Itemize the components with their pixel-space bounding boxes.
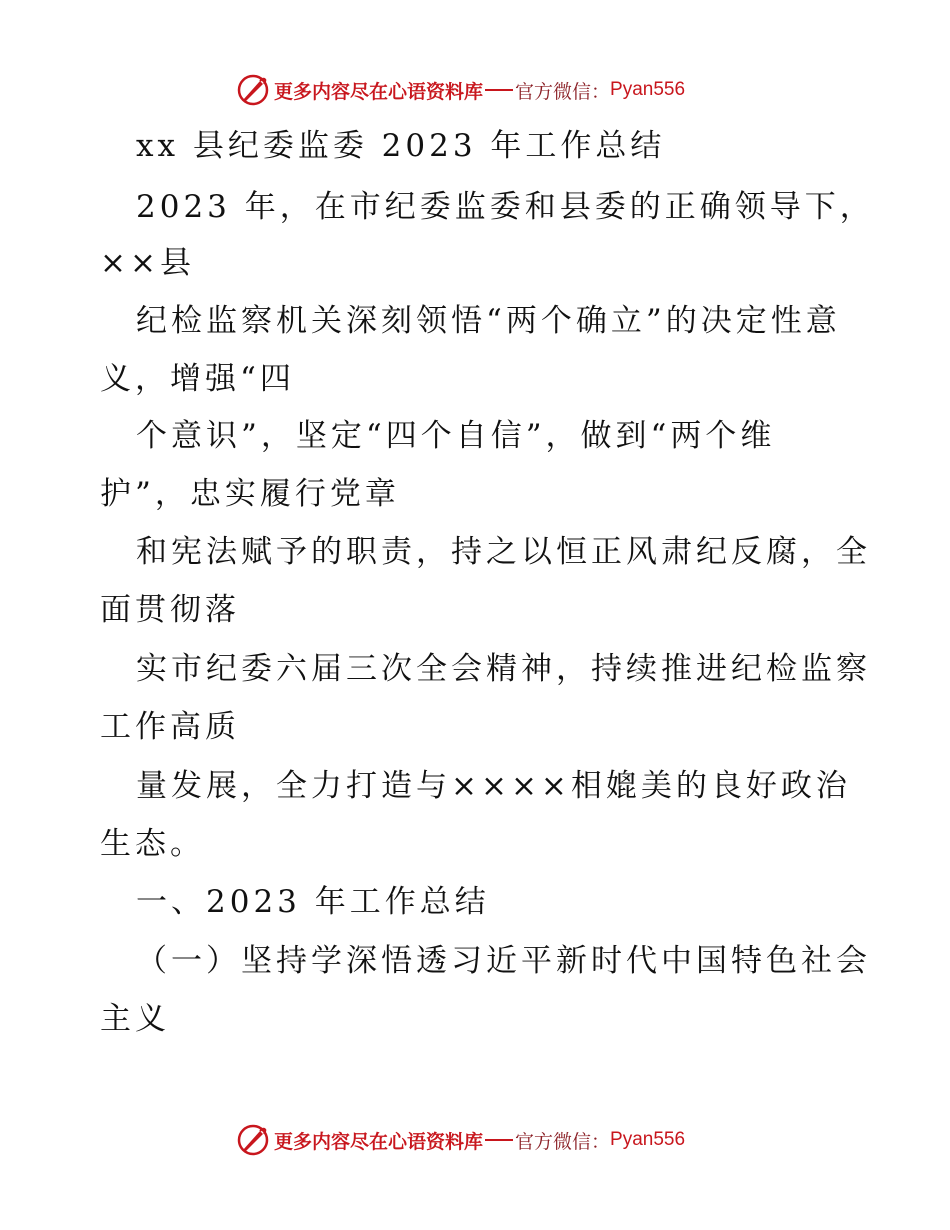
paragraph-line: 义，增强“四 (100, 361, 295, 397)
footer-watermark (236, 1122, 716, 1158)
paragraph-line: 面贯彻落 (100, 592, 240, 628)
document-title: xx 县纪委监委 2023 年工作总结 (136, 128, 666, 164)
watermark-separator (485, 89, 513, 91)
quill-logo-icon (236, 1123, 270, 1157)
watermark-text: 更多内容尽在心语资料库 (274, 1130, 484, 1153)
watermark-separator (485, 1139, 513, 1141)
watermark-contact-label: 官方微信： (515, 80, 611, 103)
header-watermark (236, 72, 716, 108)
subsection-heading: （一）坚持学深悟透习近平新时代中国特色社会 (136, 943, 871, 979)
paragraph-line: 纪检监察机关深刻领悟“两个确立”的决定性意 (136, 303, 841, 339)
watermark-text: 更多内容尽在心语资料库 (274, 80, 484, 103)
watermark-contact-label: 官方微信： (515, 1130, 611, 1153)
paragraph-line: 和宪法赋予的职责，持之以恒正风肃纪反腐，全 (136, 534, 871, 570)
paragraph-line: ××县 (100, 245, 195, 281)
watermark-contact-id: Pyan556 (610, 79, 686, 100)
paragraph-line: 个意识”，坚定“四个自信”，做到“两个维 (136, 418, 776, 454)
watermark-contact-id: Pyan556 (610, 1129, 686, 1150)
paragraph-line: 生态。 (100, 826, 205, 862)
paragraph-line: 2023 年，在市纪委监委和县委的正确领导下， (136, 189, 875, 225)
paragraph-line: 护”，忠实履行党章 (100, 476, 400, 512)
paragraph-line: 工作高质 (100, 709, 240, 745)
quill-logo-icon (236, 73, 270, 107)
paragraph-line: 量发展，全力打造与××××相媲美的良好政治 (136, 768, 851, 804)
paragraph-line: 主义 (100, 1001, 170, 1037)
section-heading: 一、2023 年工作总结 (136, 884, 490, 920)
paragraph-line: 实市纪委六届三次全会精神，持续推进纪检监察 (136, 651, 871, 687)
